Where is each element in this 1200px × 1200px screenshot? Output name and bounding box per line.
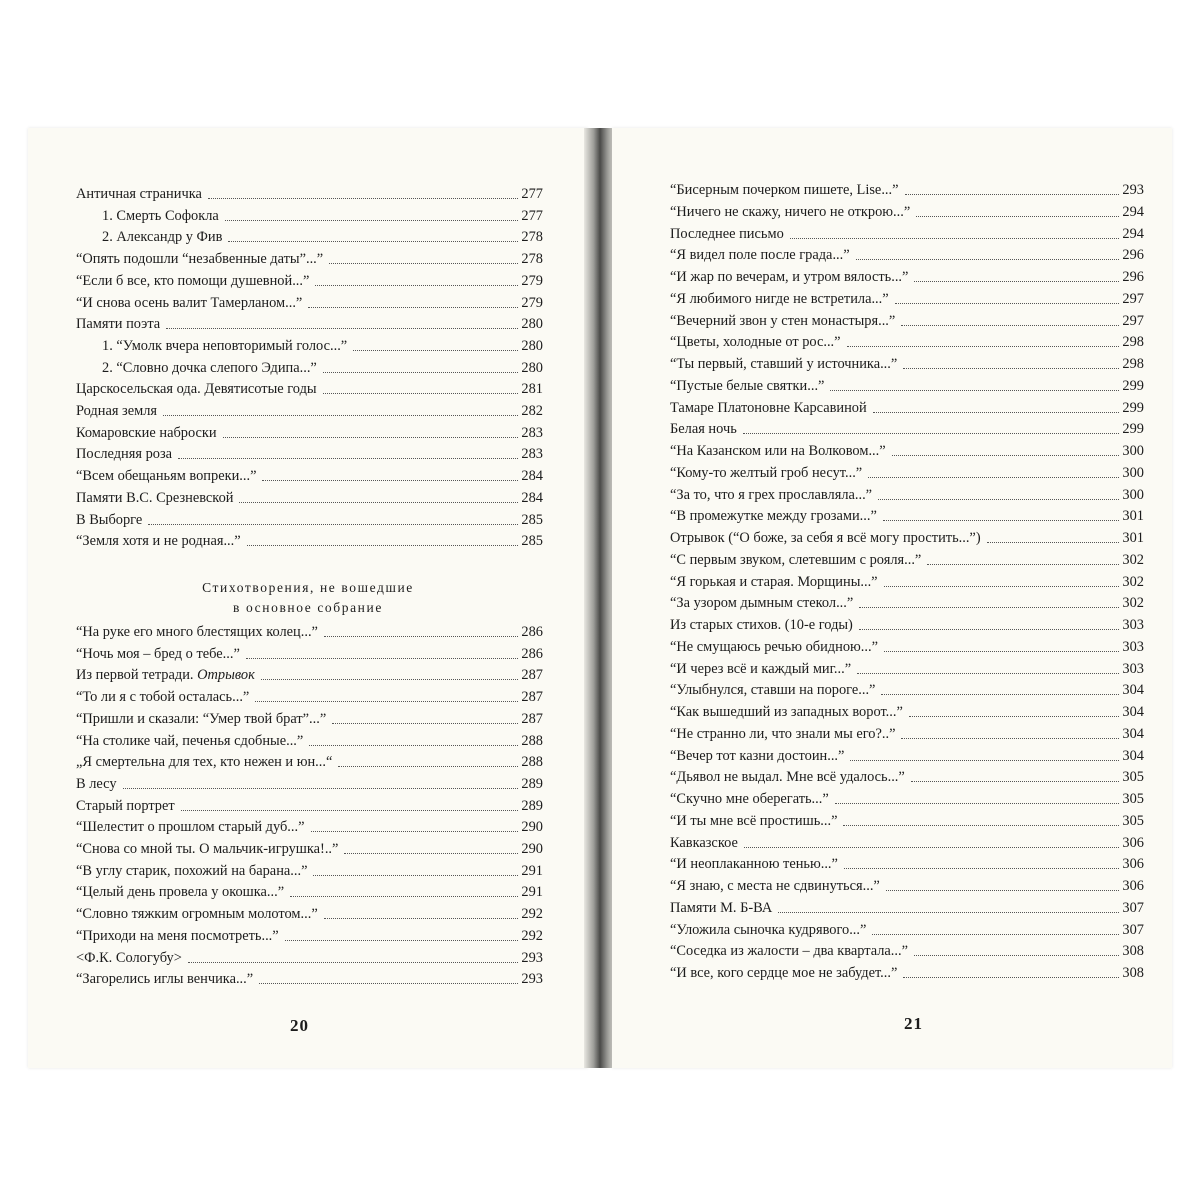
toc-entry — [102, 227, 543, 247]
toc-entry-title: Старый портрет — [76, 797, 175, 814]
dot-leader — [916, 216, 1119, 217]
toc-entry — [76, 379, 543, 399]
toc-entry-page-number: 301 — [1122, 530, 1144, 546]
toc-entry-page-number: 291 — [521, 884, 543, 901]
toc-entry-page-number: 296 — [1122, 269, 1144, 285]
toc-entry-page-number: 287 — [521, 667, 543, 684]
dot-leader — [239, 502, 518, 503]
dot-leader — [308, 307, 518, 308]
toc-entry — [670, 376, 1144, 396]
toc-entry-title: Кавказское — [670, 834, 738, 851]
toc-entry-page-number: 298 — [1122, 334, 1144, 351]
toc-entry — [670, 637, 1144, 657]
toc-entry-title: “Пришли и сказали: “Умер твой брат”...” — [76, 710, 327, 727]
toc-entry-page-number: 285 — [521, 533, 543, 550]
toc-entry-page-number: 280 — [521, 337, 543, 354]
dot-leader — [188, 962, 519, 963]
toc-entry-page-number: 286 — [521, 624, 543, 640]
toc-entry-page-number: 305 — [1122, 769, 1144, 786]
toc-entry-title: “Улыбнулся, ставши на пороге...” — [670, 682, 876, 699]
toc-entry-title: “Загорелись иглы венчика...” — [76, 971, 254, 988]
toc-entry-page-number: 290 — [521, 841, 543, 857]
dot-leader — [895, 303, 1120, 304]
dot-leader — [315, 285, 518, 286]
dot-leader — [323, 393, 519, 394]
toc-entry-page-number: 297 — [1122, 312, 1144, 329]
toc-entry — [670, 811, 1144, 831]
toc-entry-title: “Кому-то желтый гроб несут...” — [670, 464, 863, 481]
dot-leader — [338, 766, 518, 767]
toc-entry-page-number: 298 — [1122, 356, 1144, 372]
toc-entry — [76, 314, 543, 334]
toc-entry-page-number: 299 — [1122, 421, 1144, 438]
toc-entry-title: “Вечер тот казни достоин...” — [670, 747, 845, 764]
toc-entry — [670, 854, 1144, 874]
toc-entry-title: “Соседка из жалости – два квартала...” — [670, 943, 908, 960]
toc-entry-title: “Я любимого нигде не встретила...” — [670, 290, 889, 307]
toc-entry-page-number: 306 — [1122, 878, 1144, 894]
toc-entry-title: “Ночь моя – бред о тебе...” — [76, 645, 240, 662]
toc-entry-title: “С первым звуком, слетевшим с рояля...” — [670, 551, 922, 568]
toc-entry-title: “Не смущаюсь речью обидною...” — [670, 638, 878, 655]
toc-entry-page-number: 279 — [521, 272, 543, 289]
toc-entry-page-number: 288 — [521, 732, 543, 749]
dot-leader — [872, 934, 1119, 935]
toc-entry — [670, 920, 1144, 940]
dot-leader — [225, 220, 519, 221]
dot-leader — [285, 940, 519, 941]
toc-entry-title: “Не странно ли, что знали мы его?..” — [670, 725, 896, 742]
toc-entry-page-number: 300 — [1122, 464, 1144, 481]
toc-entry-page-number: 284 — [521, 468, 543, 485]
toc-entry — [76, 687, 543, 707]
toc-entry-page-number: 279 — [521, 294, 543, 311]
open-book — [28, 128, 1172, 1068]
toc-entry-page-number: 303 — [1122, 638, 1144, 655]
dot-leader — [166, 328, 518, 329]
toc-entry-page-number: 280 — [521, 316, 543, 333]
toc-entry — [76, 796, 543, 816]
toc-entry — [76, 817, 543, 837]
toc-entry-page-number: 283 — [521, 424, 543, 441]
toc-entry-title: “И неоплаканною тенью...” — [670, 856, 838, 873]
dot-leader — [856, 259, 1120, 260]
dot-leader — [311, 831, 519, 832]
dot-leader — [914, 955, 1119, 956]
toc-entry — [670, 898, 1144, 918]
toc-entry-title: “Бисерным почерком пишете, Lise...” — [670, 182, 899, 198]
toc-entry-title: “Опять подошли “незабвенные даты”...” — [76, 251, 324, 268]
toc-entry-page-number: 299 — [1122, 377, 1144, 394]
toc-entry — [670, 419, 1144, 439]
toc-entry-title: “Вечерний звон у стен монастыря...” — [670, 312, 896, 329]
toc-entry — [670, 767, 1144, 787]
dot-leader — [868, 477, 1119, 478]
toc-entry — [76, 926, 543, 946]
toc-entry — [670, 311, 1144, 331]
toc-entry-title: “И снова осень валит Тамерланом...” — [76, 294, 303, 311]
dot-leader — [859, 629, 1120, 630]
dot-leader — [909, 716, 1120, 717]
dot-leader — [873, 412, 1120, 413]
toc-entry-page-number: 294 — [1122, 225, 1144, 242]
toc-entry-page-number: 286 — [521, 645, 543, 662]
toc-entry-title: “На руке его много блестящих колец...” — [76, 624, 318, 640]
dot-leader — [255, 701, 518, 702]
dot-leader — [309, 745, 518, 746]
dot-leader — [123, 788, 519, 789]
toc-entry — [76, 444, 543, 464]
toc-entry-page-number: 283 — [521, 446, 543, 463]
dot-leader — [883, 520, 1120, 521]
toc-entry-title: 1. Смерть Софокла — [102, 207, 219, 224]
toc-entry-title: Памяти поэта — [76, 316, 161, 333]
toc-entry-page-number: 294 — [1122, 203, 1144, 220]
section-heading-line-2: в основное собрание — [233, 600, 383, 615]
toc-entry-title: “Дьявол не выдал. Мне всё удалось...” — [670, 769, 905, 786]
toc-entry — [76, 401, 543, 421]
toc-entry-title: 2. “Словно дочка слепого Эдипа...” — [102, 359, 317, 376]
toc-entry — [102, 336, 543, 356]
toc-entry-title: Последняя роза — [76, 446, 173, 463]
dot-leader — [903, 977, 1119, 978]
toc-entry-page-number: 303 — [1122, 660, 1144, 677]
dot-leader — [329, 263, 518, 264]
dot-leader — [178, 458, 518, 459]
dot-leader — [830, 390, 1119, 391]
toc-entry-title: 2. Александр у Фив — [102, 229, 223, 246]
toc-entry-page-number: 291 — [521, 862, 543, 879]
toc-entry-page-number: 289 — [521, 797, 543, 814]
toc-entry-page-number: 278 — [521, 229, 543, 246]
toc-entry — [670, 593, 1144, 613]
dot-leader — [223, 437, 519, 438]
toc-entry — [670, 267, 1144, 287]
toc-entry-page-number: 284 — [521, 489, 543, 506]
dot-leader — [850, 760, 1119, 761]
toc-entry — [670, 680, 1144, 700]
dot-leader — [324, 918, 519, 919]
toc-entry-title: Тамаре Платоновне Карсавиной — [670, 399, 867, 416]
dot-leader — [344, 853, 518, 854]
toc-entry — [670, 289, 1144, 309]
toc-entry — [76, 904, 543, 924]
toc-entry-title: “То ли я с тобой осталась...” — [76, 689, 250, 706]
dot-leader — [859, 607, 1119, 608]
toc-entry — [76, 948, 543, 968]
dot-leader — [790, 238, 1120, 239]
dot-leader — [743, 433, 1120, 434]
toc-entry — [76, 839, 543, 859]
dot-leader — [905, 194, 1120, 195]
toc-entry-page-number: 293 — [521, 949, 543, 966]
dot-leader — [313, 875, 518, 876]
dot-leader — [247, 545, 519, 546]
dot-leader — [353, 350, 518, 351]
toc-entry-page-number: 299 — [1122, 399, 1144, 416]
toc-entry-page-number: 292 — [521, 927, 543, 944]
toc-entry — [670, 702, 1144, 722]
dot-leader — [163, 415, 518, 416]
toc-entry — [76, 510, 543, 530]
toc-entry-title: “Словно тяжким огромным молотом...” — [76, 906, 318, 923]
section-heading-line-1: Стихотворения, не вошедшие — [202, 580, 414, 595]
toc-entry — [670, 615, 1144, 635]
toc-entry-page-number: 277 — [521, 186, 543, 202]
dot-leader — [323, 372, 519, 373]
toc-entry-page-number: 290 — [521, 819, 543, 836]
toc-entry-title: “Целый день провела у окошка...” — [76, 884, 285, 901]
dot-leader — [844, 868, 1119, 869]
toc-entry-title: “Снова со мной ты. О мальчик-игрушка!..” — [76, 841, 339, 857]
toc-entry — [670, 463, 1144, 483]
toc-entry-page-number: 288 — [521, 754, 543, 771]
toc-entry — [670, 941, 1144, 961]
dot-leader — [744, 847, 1120, 848]
toc-entry-title: Памяти В.С. Срезневской — [76, 489, 234, 506]
left-page — [28, 128, 588, 1068]
dot-leader — [847, 346, 1120, 347]
dot-leader — [901, 325, 1119, 326]
dot-leader — [892, 455, 1120, 456]
toc-entry-page-number: 285 — [521, 511, 543, 528]
toc-entry-title: “И через всё и каждый миг...” — [670, 660, 852, 677]
toc-entry-title: “Приходи на меня посмотреть...” — [76, 927, 279, 944]
toc-entry-title: “За узором дымным стекол...” — [670, 595, 854, 612]
toc-entry-page-number: 301 — [1122, 508, 1144, 525]
toc-entry-title: “И все, кого сердце мое не забудет...” — [670, 965, 898, 981]
toc-entry-page-number: 300 — [1122, 443, 1144, 459]
toc-entry-page-number: 308 — [1122, 943, 1144, 960]
dot-leader — [878, 499, 1119, 500]
toc-entry — [670, 724, 1144, 744]
dot-leader — [884, 651, 1119, 652]
toc-entry-title: <Ф.К. Сологубу> — [76, 949, 182, 966]
toc-entry — [76, 709, 543, 729]
toc-entry — [670, 332, 1144, 352]
toc-entry — [670, 833, 1144, 853]
dot-leader — [332, 723, 518, 724]
toc-entry-page-number: 282 — [521, 403, 543, 419]
toc-entry-page-number: 293 — [1122, 182, 1144, 198]
dot-leader — [246, 658, 519, 659]
dot-leader — [324, 636, 518, 637]
toc-entry-title: „Я смертельна для тех, кто нежен и юн...“ — [76, 754, 333, 771]
toc-entry — [76, 752, 543, 772]
toc-entry-page-number: 306 — [1122, 834, 1144, 851]
toc-entry — [76, 249, 543, 269]
toc-entry-title: Античная страничка — [76, 186, 202, 202]
toc-entry-page-number: 306 — [1122, 856, 1144, 873]
toc-entry-title: “Ничего не скажу, ничего не открою...” — [670, 203, 911, 220]
toc-entry-page-number: 302 — [1122, 551, 1144, 568]
toc-entry — [76, 293, 543, 313]
toc-entry — [76, 622, 543, 642]
toc-entry-title: “На Казанском или на Волковом...” — [670, 443, 886, 459]
toc-entry — [670, 224, 1144, 244]
toc-entry-title: “На столике чай, печенья сдобные...” — [76, 732, 304, 749]
dot-leader — [208, 198, 519, 199]
dot-leader — [901, 738, 1119, 739]
toc-entry-title: “Я горькая и старая. Морщины...” — [670, 573, 878, 590]
toc-entry — [670, 789, 1144, 809]
toc-entry-title: Памяти М. Б-ВА — [670, 899, 773, 916]
toc-entry — [670, 245, 1144, 265]
right-page — [612, 128, 1172, 1068]
toc-entry-page-number: 297 — [1122, 290, 1144, 307]
toc-entry-page-number: 303 — [1122, 617, 1144, 633]
dot-leader — [181, 810, 519, 811]
toc-entry-title: Царскосельская ода. Девятисотые годы — [76, 381, 317, 398]
toc-entry — [670, 550, 1144, 570]
toc-entry-title: Из старых стихов. (10-е годы) — [670, 617, 853, 633]
dot-leader — [884, 586, 1120, 587]
toc-entry — [76, 466, 543, 486]
toc-entry — [76, 774, 543, 794]
toc-entry-page-number: 293 — [521, 971, 543, 988]
dot-leader — [228, 241, 518, 242]
toc-entry-page-number: 305 — [1122, 791, 1144, 807]
toc-entry — [76, 184, 543, 204]
toc-entry-page-number: 292 — [521, 906, 543, 923]
dot-leader — [778, 912, 1119, 913]
toc-entry-page-number: 281 — [521, 381, 543, 398]
toc-entry-title: “Как вышедший из западных ворот...” — [670, 704, 903, 720]
toc-entry-page-number: 289 — [521, 775, 543, 792]
toc-entry-title: “В углу старик, похожий на барана...” — [76, 862, 308, 879]
page-number-right: 21 — [904, 1014, 923, 1033]
toc-entry — [102, 206, 543, 226]
toc-entry — [76, 488, 543, 508]
toc-entry-page-number: 287 — [521, 689, 543, 706]
toc-entry-title: “Цветы, холодные от рос...” — [670, 334, 841, 351]
toc-entry — [670, 202, 1144, 222]
dot-leader — [262, 480, 518, 481]
toc-entry-italic-note: Отрывок — [197, 667, 255, 684]
dot-leader — [903, 368, 1119, 369]
toc-entry-title: Родная земля — [76, 403, 158, 419]
dot-leader — [843, 825, 1119, 826]
dot-leader — [857, 673, 1119, 674]
toc-entry — [76, 271, 543, 291]
toc-entry-title: “Скучно мне оберегать...” — [670, 791, 829, 807]
dot-leader — [259, 983, 518, 984]
dot-leader — [927, 564, 1119, 565]
toc-entry-page-number: 304 — [1122, 747, 1144, 764]
toc-entry-title: Белая ночь — [670, 421, 737, 438]
toc-entry — [670, 572, 1144, 592]
toc-entry-title: Отрывок (“О боже, за себя я всё могу простить...”) — [670, 530, 981, 546]
toc-entry-page-number: 305 — [1122, 812, 1144, 829]
toc-entry-title: 1. “Умолк вчера неповторимый голос...” — [102, 337, 348, 354]
toc-entry — [670, 180, 1144, 200]
toc-entry-page-number: 304 — [1122, 682, 1144, 699]
toc-entry-title: Комаровские наброски — [76, 424, 217, 441]
toc-entry-title: В лесу — [76, 775, 117, 792]
toc-entry — [670, 485, 1144, 505]
dot-leader — [290, 896, 518, 897]
toc-entry-title: “В промежутке между грозами...” — [670, 508, 877, 525]
toc-entry-title: Из первой тетради. Отрывок — [76, 667, 255, 684]
toc-entry-title: “Земля хотя и не родная...” — [76, 533, 241, 550]
toc-entry-page-number: 302 — [1122, 573, 1144, 590]
toc-entry — [76, 665, 543, 685]
dot-leader — [987, 542, 1120, 543]
toc-entry-page-number: 280 — [521, 359, 543, 376]
toc-entry — [76, 731, 543, 751]
toc-entry-title: “И жар по вечерам, и утром вялость...” — [670, 269, 909, 285]
toc-entry — [670, 506, 1144, 526]
dot-leader — [881, 694, 1119, 695]
toc-entry-title: “За то, что я грех прославляла...” — [670, 486, 873, 503]
toc-entry-title: “Пустые белые святки...” — [670, 377, 825, 394]
toc-entry-title: “Уложила сыночка кудрявого...” — [670, 921, 867, 938]
toc-entry-title: “Если б все, кто помощи душевной...” — [76, 272, 310, 289]
toc-entry-title: “Я видел поле после града...” — [670, 247, 850, 264]
toc-entry-page-number: 308 — [1122, 965, 1144, 981]
dot-leader — [911, 781, 1120, 782]
dot-leader — [261, 679, 519, 680]
toc-entry — [76, 531, 543, 551]
toc-entry-page-number: 307 — [1122, 899, 1144, 916]
toc-entry-page-number: 296 — [1122, 247, 1144, 264]
toc-entry — [670, 876, 1144, 896]
toc-entry — [670, 398, 1144, 418]
dot-leader — [886, 890, 1120, 891]
toc-entry-title: В Выборге — [76, 511, 143, 528]
dot-leader — [148, 524, 518, 525]
toc-entry-title: Последнее письмо — [670, 225, 784, 242]
toc-entry-page-number: 277 — [521, 207, 543, 224]
toc-entry-title: “Шелестит о прошлом старый дуб...” — [76, 819, 305, 836]
toc-entry — [76, 423, 543, 443]
dot-leader — [914, 281, 1119, 282]
toc-entry-title: “Ты первый, ставший у источника...” — [670, 356, 898, 372]
toc-entry-page-number: 302 — [1122, 595, 1144, 612]
toc-entry — [670, 659, 1144, 679]
toc-entry-page-number: 287 — [521, 710, 543, 727]
toc-entry-title: “Всем обещаньям вопреки...” — [76, 468, 257, 485]
toc-entry-title: “Я знаю, с места не сдвинуться...” — [670, 878, 880, 894]
section-heading — [178, 578, 438, 618]
toc-entry-page-number: 304 — [1122, 704, 1144, 720]
toc-entry-page-number: 307 — [1122, 921, 1144, 938]
toc-entry — [670, 354, 1144, 374]
toc-entry-page-number: 278 — [521, 251, 543, 268]
toc-entry — [670, 528, 1144, 548]
toc-entry — [76, 861, 543, 881]
toc-entry — [76, 882, 543, 902]
page-number-left: 20 — [290, 1016, 309, 1035]
toc-entry — [670, 746, 1144, 766]
toc-entry-page-number: 300 — [1122, 486, 1144, 503]
toc-entry-page-number: 304 — [1122, 725, 1144, 742]
toc-entry — [76, 969, 543, 989]
toc-entry — [670, 963, 1144, 983]
toc-entry — [670, 441, 1144, 461]
toc-entry — [102, 358, 543, 378]
dot-leader — [835, 803, 1120, 804]
toc-entry — [76, 644, 543, 664]
toc-entry-title: “И ты мне всё простишь...” — [670, 812, 838, 829]
